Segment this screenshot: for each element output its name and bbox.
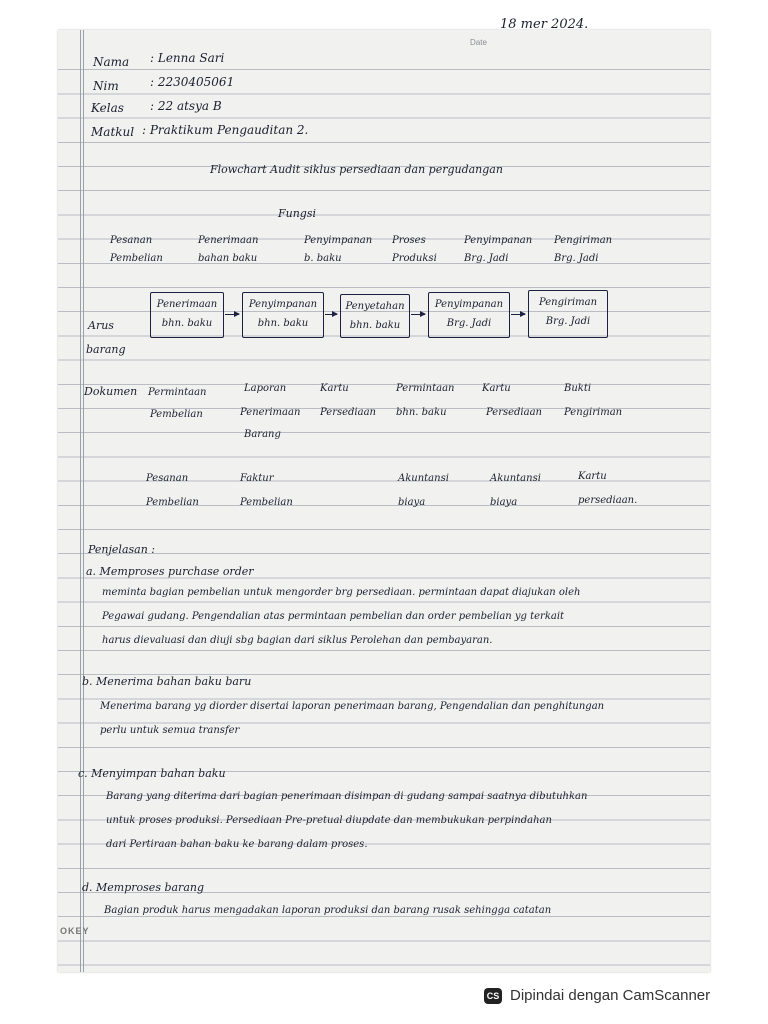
fungsi-item: Proses <box>392 235 426 246</box>
date-print-label: Date <box>470 38 487 47</box>
section-c-line: dari Pertiraan bahan baku ke barang dalam proses. <box>106 839 368 850</box>
arus-label: Arus <box>88 319 114 332</box>
margin-line <box>80 30 81 972</box>
dokumen-item: bhn. baku <box>396 407 447 418</box>
fungsi-item: Produksi <box>392 253 437 264</box>
fungsi-item: Penyimpanan <box>464 235 533 246</box>
dokumen-item: Persediaan <box>486 407 542 418</box>
camscanner-watermark: Dipindai dengan CamScanner <box>510 987 711 1004</box>
fungsi-item: b. baku <box>304 253 342 264</box>
section-b-line: perlu untuk semua transfer <box>100 725 240 736</box>
flow-arrow <box>225 314 239 315</box>
paper-brand-logo: OKEY <box>60 926 90 936</box>
fungsi-item: bahan baku <box>198 253 258 264</box>
dokumen-item: Kartu <box>578 471 607 482</box>
fungsi-item: Brg. Jadi <box>554 253 599 264</box>
dokumen-item: Kartu <box>320 383 349 394</box>
dokumen-label: Dokumen <box>84 385 138 398</box>
fungsi-item: Pembelian <box>110 253 163 264</box>
date-handwritten: 18 mer 2024. <box>500 17 589 32</box>
section-c-line: untuk proses produksi. Persediaan Pre-pretual diupdate dan membukukan perpindahan <box>106 815 552 826</box>
dokumen-item: biaya <box>398 497 426 508</box>
dokumen-item: Akuntansi <box>398 473 449 484</box>
kelas-label: Kelas <box>91 101 124 115</box>
dokumen-item: Permintaan <box>148 387 207 398</box>
flow-box: Penyimpanan Brg. Jadi <box>428 292 510 338</box>
dokumen-item: Penerimaan <box>240 407 301 418</box>
dokumen-item: Kartu <box>482 383 511 394</box>
nim-value: : 2230405061 <box>150 75 235 89</box>
section-a-title: a. Memproses purchase order <box>86 565 254 578</box>
camscanner-logo-icon: CS <box>484 988 502 1004</box>
flow-arrow <box>411 314 425 315</box>
nama-label: Nama <box>93 55 130 69</box>
notebook-page <box>58 17 710 972</box>
dokumen-item: Pengiriman <box>564 407 623 418</box>
section-b-title: b. Menerima bahan baku baru <box>82 675 252 688</box>
dokumen-item: Barang <box>244 429 281 440</box>
penjelasan-heading: Penjelasan : <box>88 543 155 556</box>
fungsi-item: Penyimpanan <box>304 235 373 246</box>
section-a-line: meminta bagian pembelian untuk mengorder brg persediaan. permintaan dapat diajukan oleh <box>102 587 581 598</box>
section-a-line: Pegawai gudang. Pengendalian atas permintaan pembelian dan order pembelian yg terkait <box>102 611 565 622</box>
section-d-line: Bagian produk harus mengadakan laporan produksi dan barang rusak sehingga catatan <box>104 905 552 916</box>
fungsi-item: Pengiriman <box>554 235 613 246</box>
section-d-title: d. Memproses barang <box>82 881 204 894</box>
flow-box: Penyimpanan bhn. baku <box>242 292 324 338</box>
section-b-line: Menerima barang yg diorder disertai laporan penerimaan barang, Pengendalian dan penghitungan <box>100 701 605 712</box>
dokumen-item: Permintaan <box>396 383 455 394</box>
flow-box: Penyetahan bhn. baku <box>340 294 410 338</box>
fungsi-item: Pesanan <box>110 235 153 246</box>
fungsi-heading: Fungsi <box>278 207 317 220</box>
fungsi-item: Brg. Jadi <box>464 253 509 264</box>
fungsi-item: Penerimaan <box>198 235 259 246</box>
nama-value: : Lenna Sari <box>150 51 225 65</box>
dokumen-item: Persediaan <box>320 407 376 418</box>
section-c-line: Barang yang diterima dari bagian penerimaan disimpan di gudang sampai saatnya dibutuhkan <box>106 791 588 802</box>
kelas-value: : 22 atsya B <box>150 99 222 113</box>
nim-label: Nim <box>93 79 119 93</box>
flowchart-title: Flowchart Audit siklus persediaan dan pergudangan <box>210 163 503 176</box>
dokumen-item: persediaan. <box>578 495 638 506</box>
section-a-line: harus dievaluasi dan diuji sbg bagian dari siklus Perolehan dan pembayaran. <box>102 635 493 646</box>
dokumen-item: Faktur <box>240 473 274 484</box>
dokumen-item: Bukti <box>564 383 592 394</box>
dokumen-item: biaya <box>490 497 518 508</box>
margin-line <box>83 30 84 972</box>
dokumen-item: Akuntansi <box>490 473 541 484</box>
flow-box: Pengiriman Brg. Jadi <box>528 290 608 338</box>
dokumen-item: Pesanan <box>146 473 189 484</box>
dokumen-item: Laporan <box>244 383 287 394</box>
dokumen-item: Pembelian <box>146 497 199 508</box>
flow-arrow <box>511 314 525 315</box>
flow-arrow <box>325 314 337 315</box>
section-c-title: c. Menyimpan bahan baku <box>78 767 226 780</box>
matkul-value: : Praktikum Pengauditan 2. <box>142 123 309 137</box>
dokumen-item: Pembelian <box>150 409 203 420</box>
barang-label: barang <box>86 343 126 356</box>
flow-box: Penerimaan bhn. baku <box>150 292 224 338</box>
matkul-label: Matkul <box>91 125 135 139</box>
dokumen-item: Pembelian <box>240 497 293 508</box>
